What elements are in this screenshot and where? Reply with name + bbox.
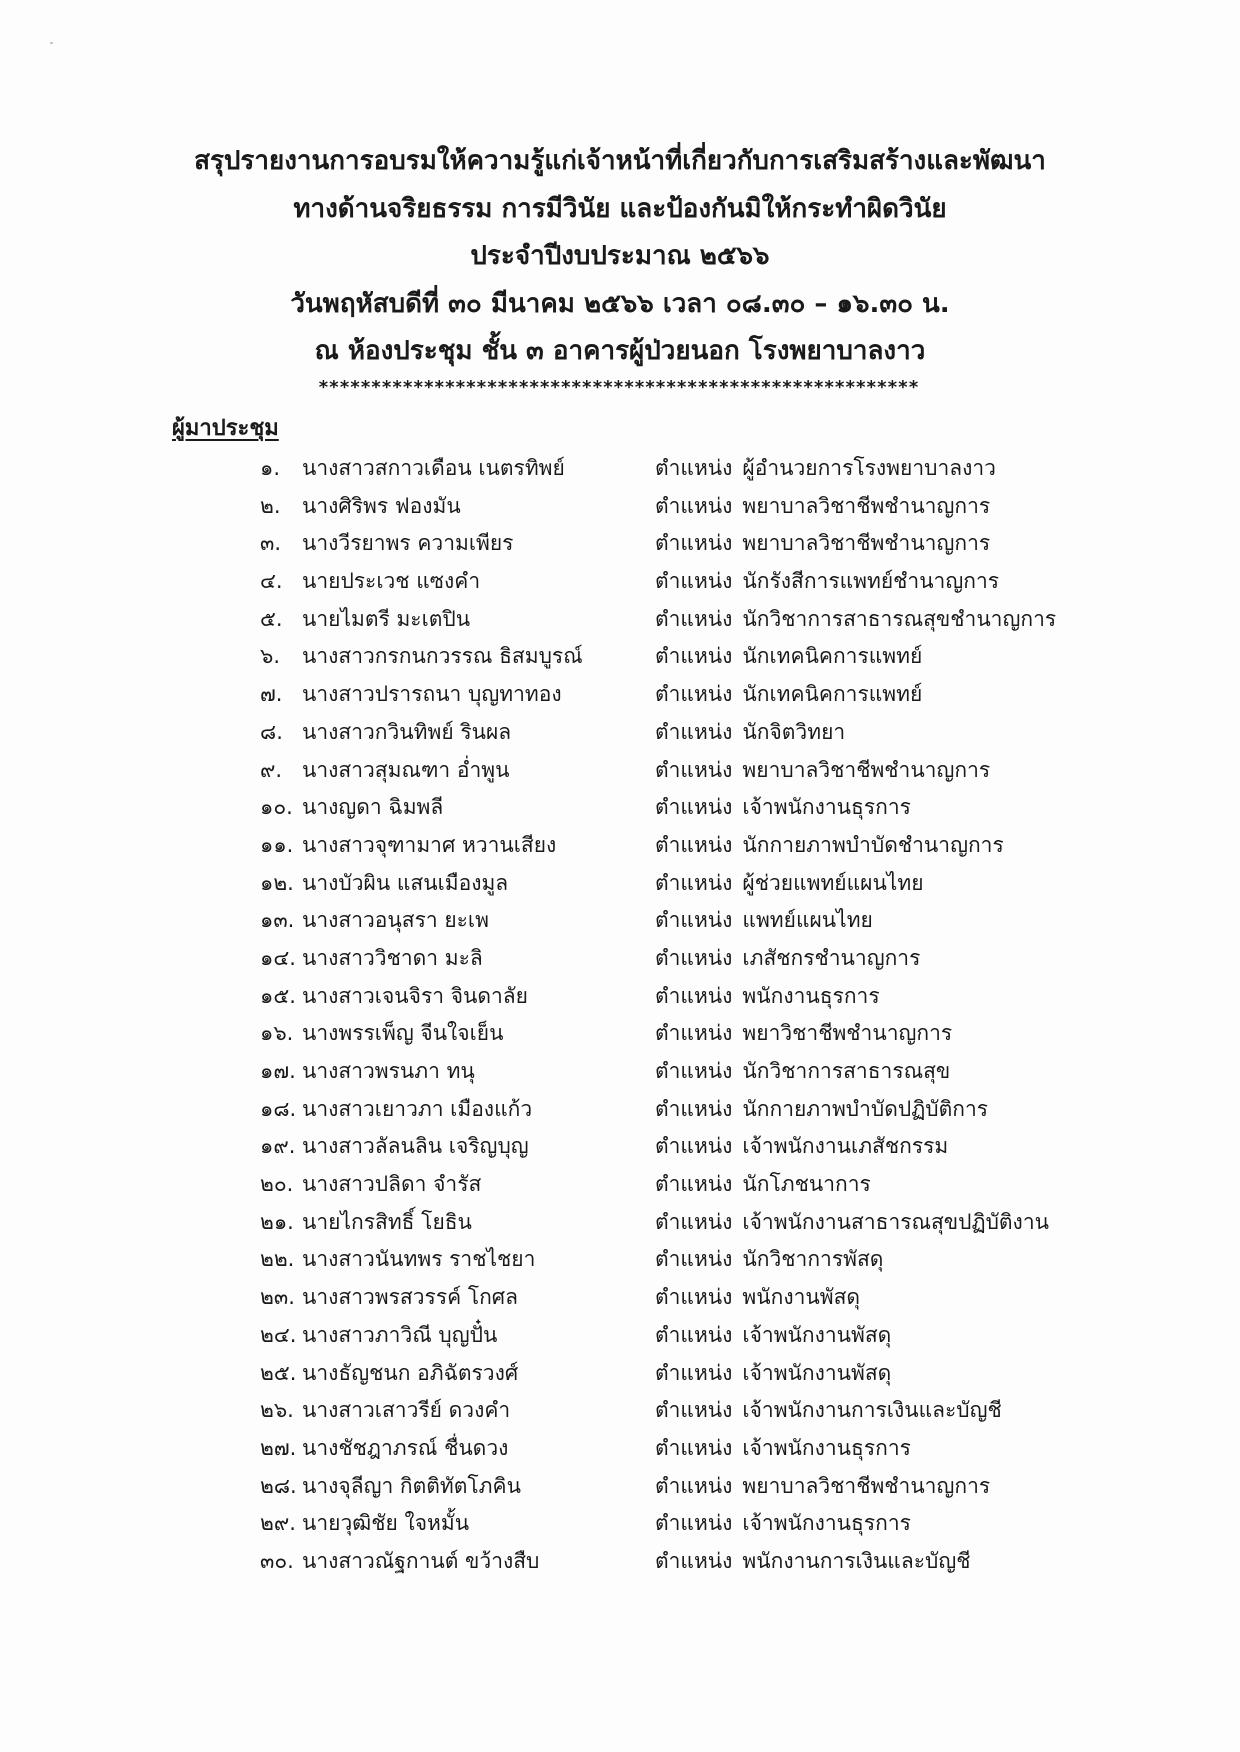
position-value: แพทย์แผนไทย	[742, 908, 873, 933]
attendee-position	[655, 488, 990, 526]
separator-line: *********************************************************	[318, 378, 919, 398]
attendee-number: ๙.	[260, 757, 283, 782]
list-item	[0, 1166, 1240, 1204]
scan-speck	[50, 42, 53, 44]
position-value: พยาบาลวิชาชีพชำนาญการ	[742, 1473, 991, 1498]
attendee-position	[655, 1241, 883, 1279]
attendee-name: นายวุฒิชัย ใจหมั้น	[302, 1511, 470, 1536]
attendee-position	[655, 1430, 911, 1468]
position-value: นักเทคนิคการแพทย์	[742, 682, 923, 707]
list-item	[0, 752, 1240, 790]
title-line-3: ประจำปีงบประมาณ ๒๕๖๖	[470, 241, 770, 271]
position-value: นักกายภาพบำบัดชำนาญการ	[742, 832, 1004, 857]
attendee-position	[655, 940, 920, 978]
attendee-number: ๒๕.	[260, 1360, 297, 1385]
attendee-name: นางสาวภาวิณี บุญปั๋น	[302, 1322, 498, 1347]
position-label: ตำแหน่ง	[655, 983, 733, 1008]
attendee-number: ๒๙.	[260, 1511, 296, 1536]
attendees-heading: ผู้มาประชุม	[172, 416, 279, 441]
position-value: เจ้าพนักงานการเงินและบัญชี	[742, 1398, 1002, 1423]
list-item	[0, 1091, 1240, 1129]
attendee-name: นางสาวจุฑามาศ หวานเสียง	[302, 832, 557, 857]
list-item	[0, 978, 1240, 1016]
position-label: ตำแหน่ง	[655, 757, 733, 782]
position-label: ตำแหน่ง	[655, 1285, 733, 1310]
attendee-number: ๒๘.	[260, 1473, 297, 1498]
attendee-position	[655, 601, 1056, 639]
attendee-name: นายไมตรี มะเตปิน	[302, 606, 471, 631]
list-item	[0, 1317, 1240, 1355]
attendee-position	[655, 450, 996, 488]
attendee-position	[655, 1543, 970, 1581]
position-label: ตำแหน่ง	[655, 1247, 733, 1272]
list-item	[0, 1468, 1240, 1506]
attendee-number: ๑๓.	[260, 908, 295, 933]
list-item	[0, 1430, 1240, 1468]
attendee-name: นางสาวพรนภา ทนุ	[302, 1059, 475, 1083]
attendee-name: นางสาวสกาวเดือน เนตรทิพย์	[302, 456, 565, 480]
position-label: ตำแหน่ง	[655, 1322, 733, 1347]
attendee-name: นางสาววิชาดา มะลิ	[302, 945, 483, 970]
attendee-number: ๘.	[260, 719, 283, 744]
position-value: เจ้าพนักงานเภสัชกรรม	[742, 1134, 949, 1159]
list-item	[0, 450, 1240, 488]
attendee-position	[655, 1355, 891, 1393]
attendee-number: ๑๑.	[260, 832, 294, 857]
attendee-position	[655, 676, 922, 714]
list-item	[0, 865, 1240, 903]
position-value: พนักงานการเงินและบัญชี	[742, 1548, 971, 1573]
list-item	[0, 940, 1240, 978]
attendee-number: ๔.	[260, 569, 283, 594]
position-label: ตำแหน่ง	[655, 1209, 733, 1234]
list-item	[0, 902, 1240, 940]
attendee-name: นางวีรยาพร ความเพียร	[302, 531, 514, 556]
attendee-position	[655, 865, 924, 903]
document-header	[0, 138, 1240, 376]
position-label: ตำแหน่ง	[655, 908, 733, 933]
position-label: ตำแหน่ง	[655, 832, 733, 857]
position-value: พนักงานพัสดุ	[742, 1285, 861, 1310]
position-label: ตำแหน่ง	[655, 456, 733, 480]
attendee-name: นางศิริพร ฟองมัน	[302, 493, 461, 518]
position-value: ผู้ช่วยแพทย์แผนไทย	[742, 870, 924, 895]
attendee-number: ๑๐.	[260, 795, 293, 820]
attendee-number: ๒.	[260, 493, 281, 518]
position-label: ตำแหน่ง	[655, 493, 733, 518]
position-label: ตำแหน่ง	[655, 1172, 733, 1197]
attendee-position	[655, 789, 911, 827]
attendee-number: ๒๖.	[260, 1398, 294, 1423]
attendee-number: ๑๙.	[260, 1134, 296, 1159]
position-value: นักโภชนาการ	[742, 1172, 871, 1197]
position-value: เจ้าพนักงานสาธารณสุขปฏิบัติงาน	[742, 1209, 1049, 1234]
attendee-position	[655, 1317, 891, 1355]
title-line-1: สรุปรายงานการอบรมให้ความรู้แก่เจ้าหน้าที่เกี่ยวกับการเสริมสร้างและพัฒนา	[194, 146, 1046, 176]
list-item	[0, 1355, 1240, 1393]
position-label: ตำแหน่ง	[655, 1059, 733, 1083]
attendee-number: ๑๗.	[260, 1059, 296, 1083]
position-label: ตำแหน่ง	[655, 1096, 733, 1121]
attendee-position	[655, 638, 922, 676]
position-value: พยาบาลวิชาชีพชำนาญการ	[742, 531, 991, 556]
attendee-position	[655, 1053, 950, 1091]
attendee-number: ๒๒.	[260, 1247, 295, 1272]
attendee-number: ๖.	[260, 644, 281, 669]
position-value: นักวิชาการสาธารณสุข	[742, 1059, 951, 1083]
attendee-number: ๓๐.	[260, 1548, 294, 1573]
attendee-position	[655, 714, 845, 752]
position-label: ตำแหน่ง	[655, 1398, 733, 1423]
list-item	[0, 1392, 1240, 1430]
attendee-number: ๒๔.	[260, 1322, 297, 1347]
list-item	[0, 827, 1240, 865]
attendee-name: นางสาวนันทพร ราชไชยา	[302, 1247, 536, 1272]
attendee-number: ๑๖.	[260, 1021, 294, 1046]
attendee-number: ๒๗.	[260, 1435, 297, 1460]
attendee-name: นางสาวเยาวภา เมืองแก้ว	[302, 1096, 533, 1121]
position-value: พยาบาลวิชาชีพชำนาญการ	[742, 493, 991, 518]
position-value: เภสัชกรชำนาญการ	[742, 945, 921, 970]
position-label: ตำแหน่ง	[655, 945, 733, 970]
position-value: นักรังสีการแพทย์ชำนาญการ	[742, 569, 1000, 594]
list-item	[0, 714, 1240, 752]
position-value: เจ้าพนักงานธุรการ	[742, 1435, 911, 1460]
position-label: ตำแหน่ง	[655, 644, 733, 669]
attendee-number: ๑๘.	[260, 1096, 297, 1121]
position-label: ตำแหน่ง	[655, 569, 733, 594]
position-value: เจ้าพนักงานพัสดุ	[742, 1322, 892, 1347]
list-item	[0, 1241, 1240, 1279]
attendee-name: นางชัชฎาภรณ์ ชื่นดวง	[302, 1435, 509, 1460]
position-label: ตำแหน่ง	[655, 1435, 733, 1460]
attendee-position	[655, 978, 880, 1016]
attendee-number: ๑๔.	[260, 945, 296, 970]
list-item	[0, 563, 1240, 601]
attendee-name: นางสาวพรสวรรค์ โกศล	[302, 1285, 519, 1310]
list-item	[0, 1505, 1240, 1543]
position-label: ตำแหน่ง	[655, 719, 733, 744]
position-value: นักวิชาการพัสดุ	[742, 1247, 884, 1272]
attendee-name: นายประเวช แซงคำ	[302, 569, 481, 594]
title-line-4: วันพฤหัสบดีที่ ๓๐ มีนาคม ๒๕๖๖ เวลา ๐๘.๓๐ – ๑๖.๓๐ น.	[290, 288, 950, 319]
title-line-5: ณ ห้องประชุม ชั้น ๓ อาคารผู้ป่วยนอก โรงพยาบาลงาว	[314, 336, 926, 366]
attendee-name: นางสาวกรกนกวรรณ ธิสมบูรณ์	[302, 644, 583, 669]
attendee-number: ๑.	[260, 456, 281, 480]
attendee-number: ๓.	[260, 531, 282, 556]
list-item	[0, 525, 1240, 563]
attendee-number: ๕.	[260, 606, 283, 631]
attendee-number: ๒๐.	[260, 1172, 294, 1197]
list-item	[0, 1053, 1240, 1091]
position-label: ตำแหน่ง	[655, 870, 733, 895]
attendee-position	[655, 1091, 988, 1129]
list-item	[0, 1279, 1240, 1317]
attendee-name: นางสาวเจนจิรา จินดาลัย	[302, 983, 528, 1008]
position-label: ตำแหน่ง	[655, 1021, 733, 1046]
attendee-position	[655, 1166, 871, 1204]
list-item	[0, 1128, 1240, 1166]
attendee-number: ๗.	[260, 682, 283, 707]
attendee-name: นางสาวกวินทิพย์ รินผล	[302, 719, 512, 744]
attendee-position	[655, 525, 990, 563]
position-label: ตำแหน่ง	[655, 682, 733, 707]
list-item	[0, 789, 1240, 827]
position-value: ผู้อำนวยการโรงพยาบาลงาว	[742, 456, 996, 480]
attendee-number: ๑๒.	[260, 870, 294, 895]
position-label: ตำแหน่ง	[655, 1548, 733, 1573]
attendee-name: นางสาวลัลนลิน เจริญบุญ	[302, 1134, 529, 1159]
attendee-position	[655, 1279, 860, 1317]
attendee-position	[655, 563, 999, 601]
title-line-2: ทางด้านจริยธรรม การมีวินัย และป้องกันมิให้กระทำผิดวินัย	[293, 193, 947, 224]
attendee-name: นางสาวสุมณฑา อ่ำพูน	[302, 757, 510, 782]
list-item	[0, 488, 1240, 526]
position-label: ตำแหน่ง	[655, 531, 733, 556]
position-value: เจ้าพนักงานธุรการ	[742, 795, 911, 820]
attendee-position	[655, 1204, 1049, 1242]
position-label: ตำแหน่ง	[655, 1511, 733, 1536]
attendee-name: นางสาวปลิดา จำรัส	[302, 1172, 482, 1197]
list-item	[0, 1015, 1240, 1053]
position-value: พยาบาลวิชาชีพชำนาญการ	[742, 757, 991, 782]
position-label: ตำแหน่ง	[655, 606, 733, 631]
position-value: พนักงานธุรการ	[742, 983, 880, 1008]
attendee-name: นางจุลีญา กิตติทัตโภคิน	[302, 1473, 521, 1498]
position-value: นักวิชาการสาธารณสุขชำนาญการ	[742, 606, 1057, 631]
attendee-position	[655, 1015, 952, 1053]
attendee-position	[655, 1392, 1002, 1430]
position-value: เจ้าพนักงานพัสดุ	[742, 1360, 892, 1385]
list-item	[0, 1543, 1240, 1581]
position-value: พยาวิชาชีพชำนาญการ	[742, 1021, 953, 1046]
position-label: ตำแหน่ง	[655, 1473, 733, 1498]
attendee-position	[655, 1128, 948, 1166]
position-label: ตำแหน่ง	[655, 1360, 733, 1385]
attendee-name: นางสาวเสาวรีย์ ดวงคำ	[302, 1398, 511, 1423]
attendee-number: ๑๕.	[260, 983, 296, 1008]
list-item	[0, 601, 1240, 639]
attendee-name: นางบัวผิน แสนเมืองมูล	[302, 870, 509, 895]
position-value: นักเทคนิคการแพทย์	[742, 644, 923, 669]
attendee-number: ๒๓.	[260, 1285, 295, 1310]
attendee-position	[655, 1505, 911, 1543]
attendee-name: นางธัญชนก อภิฉัตรวงศ์	[302, 1360, 519, 1385]
attendee-number: ๒๑.	[260, 1209, 294, 1234]
attendee-name: นางญดา ฉิมพลี	[302, 795, 444, 820]
position-label: ตำแหน่ง	[655, 795, 733, 820]
attendee-name: นางสาวณัฐกานต์ ขว้างสืบ	[302, 1548, 540, 1573]
attendee-name: นางสาวอนุสรา ยะเพ	[302, 908, 489, 933]
attendee-position	[655, 752, 990, 790]
list-item	[0, 638, 1240, 676]
attendee-position	[655, 902, 873, 940]
attendee-name: นางพรรเพ็ญ จีนใจเย็น	[302, 1021, 504, 1046]
position-label: ตำแหน่ง	[655, 1134, 733, 1159]
attendee-list	[0, 450, 1240, 1581]
position-value: นักจิตวิทยา	[742, 719, 846, 744]
attendee-name: นายไกรสิทธิ์ โยธิน	[302, 1209, 472, 1234]
attendee-position	[655, 1468, 990, 1506]
attendee-name: นางสาวปรารถนา บุญทาทอง	[302, 682, 562, 707]
list-item	[0, 1204, 1240, 1242]
position-value: เจ้าพนักงานธุรการ	[742, 1511, 911, 1536]
attendee-position	[655, 827, 1004, 865]
position-value: นักกายภาพบำบัดปฏิบัติการ	[742, 1096, 989, 1121]
list-item	[0, 676, 1240, 714]
